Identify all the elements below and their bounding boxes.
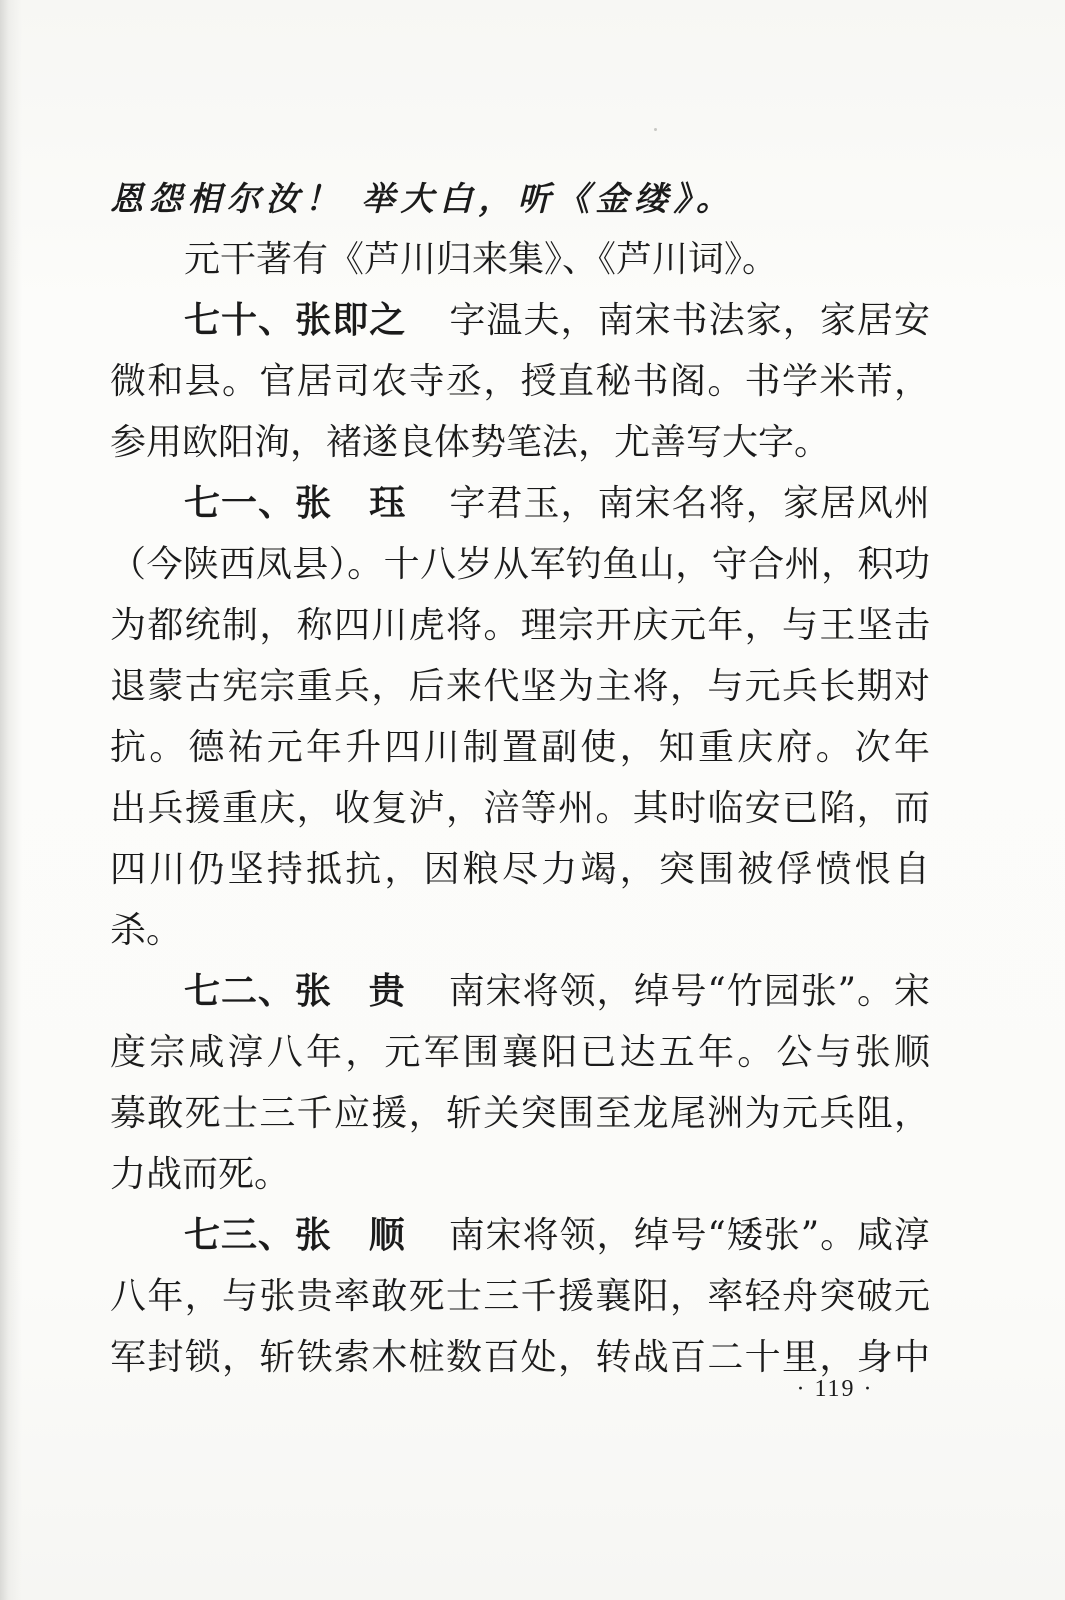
paragraph-2-line-1: [110, 290, 930, 351]
paragraph-4-line-3: 募敢死士三千应援，斩关突围至龙尾洲为元兵阻，: [110, 1093, 930, 1134]
poem-line: 恩怨相尔汝！ 举大白，听《金缕》。: [110, 179, 735, 218]
paragraph-2-line-2: 微和县。官居司农寺丞，授直秘书阁。书学米芾，: [110, 361, 930, 402]
paragraph-2-line-3: 参用欧阳洵，褚遂良体势笔法，尤善写大字。: [110, 422, 831, 463]
paragraph-4-line-1: [110, 961, 930, 1022]
paragraph-3-line-4: 退蒙古宪宗重兵，后来代坚为主将，与元兵长期对: [110, 666, 930, 707]
paragraph-4-line-4: 力战而死。: [110, 1154, 291, 1195]
entry-heading-zhang-jue: 七一、张 珏: [184, 483, 407, 524]
paragraph-4-text-1: 南宋将领，绰号“竹园张”。宋: [447, 971, 930, 1012]
page-edge-shadow: [0, 0, 22, 1600]
page-number: · 119 ·: [796, 1376, 874, 1402]
paragraph-5-text-1: 南宋将领，绰号“矮张”。咸淳: [447, 1215, 930, 1256]
paragraph-5-line-2: 八年，与张贵率敢死士三千援襄阳，率轻舟突破元: [110, 1276, 930, 1317]
paragraph-3-text-1: 字君玉，南宋名将，家居风州: [448, 483, 930, 524]
paragraph-3-line-3: 为都统制，称四川虎将。理宗开庆元年，与王坚击: [110, 605, 930, 646]
paragraph-1-line-1: 元干著有《芦川归来集》、《芦川词》。: [184, 239, 779, 280]
paragraph-5-line-3: 军封锁，斩铁索木桩数百处，转战百二十里，身中: [110, 1337, 930, 1378]
paragraph-2-text-1: 字温夫，南宋书法家，家居安: [448, 300, 930, 341]
paragraph-4-line-2: 度宗咸淳八年，元军围襄阳已达五年。公与张顺: [110, 1032, 930, 1073]
paragraph-3-line-7: 四川仍坚持抵抗，因粮尽力竭，突围被俘愤恨自: [110, 849, 930, 890]
paragraph-3-line-2: （今陕西凤县）。十八岁从军钓鱼山，守合州，积功: [110, 544, 930, 585]
paragraph-3-line-1: [110, 473, 930, 534]
page-text: [110, 168, 930, 1388]
paragraph-3-line-6: 出兵援重庆，收复泸，涪等州。其时临安已陷，而: [110, 788, 930, 829]
entry-heading-zhang-shun: 七三、张 顺: [184, 1215, 406, 1256]
entry-heading-zhang-jizhi: 七十、张即之: [184, 300, 407, 341]
entry-heading-zhang-gui: 七二、张 贵: [184, 971, 406, 1012]
paragraph-5-line-1: [110, 1205, 930, 1266]
scan-speck: [654, 128, 657, 131]
paragraph-3-line-5: 抗。德祐元年升四川制置副使，知重庆府。次年: [110, 727, 930, 768]
paragraph-3-line-8: 杀。: [110, 910, 183, 951]
